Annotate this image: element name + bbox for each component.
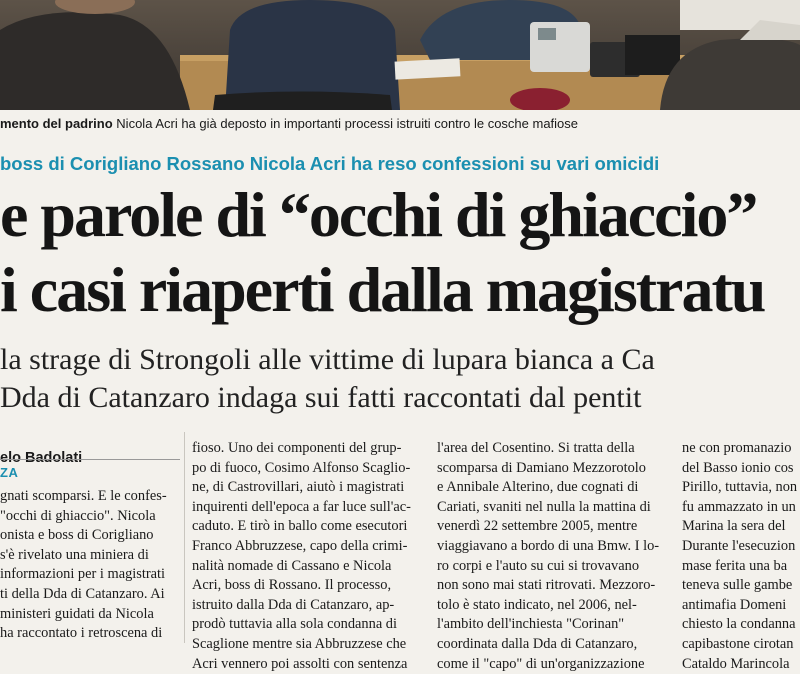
text-line: ne con promanazio: [682, 440, 792, 456]
news-photo: [0, 0, 800, 110]
text-line: Cariati, svaniti nel nulla la mattina di: [437, 498, 651, 515]
text-line: scomparsa di Damiano Mezzorotolo: [437, 459, 647, 476]
text-line: prodò tuttavia alla sola condanna di: [192, 616, 398, 633]
text-line: ne, di Castrovillari, aiutò i magistrati: [192, 479, 405, 496]
text-line: Acri vennero poi assolti con sentenza: [192, 655, 408, 672]
courtroom-photo-icon: [0, 0, 800, 110]
subheadline-line-1: la strage di Strongoli alle vittime di lupara bianca a Ca: [0, 343, 655, 376]
text-line: Acri, boss di Rossano. Il processo,: [192, 577, 392, 594]
article-column-1: [0, 487, 178, 644]
text-line: nalità nomade di Cassano e Nicola: [192, 557, 392, 574]
text-line: mase ferita una ba: [682, 557, 788, 574]
article-column-3: [437, 439, 667, 674]
text-line: Scaglione mentre sia Abbruzzese che: [192, 635, 407, 652]
text-line: Cataldo Marincola: [682, 655, 790, 672]
text-line: po di fuoco, Cosimo Alfonso Scaglio-: [192, 459, 411, 476]
text-line: del Basso ionio cos: [682, 459, 794, 476]
headline-line-1: e parole di “occhi di ghiaccio”: [0, 180, 757, 250]
article-column-2: [192, 439, 422, 674]
byline: elo Badolati: [0, 450, 83, 466]
text-line: venerdì 22 settembre 2005, mentre: [437, 518, 638, 535]
headline-line-2: i casi riaperti dalla magistratu: [0, 255, 765, 325]
text-line: informazioni per i magistrati: [0, 566, 166, 583]
text-line: ti della Dda di Catanzaro. Ai: [0, 585, 165, 602]
text-line: Pirillo, tuttavia, non: [682, 479, 798, 496]
text-line: inquirenti dell'epoca a far luce sull'ac-: [192, 498, 411, 515]
text-line: caduto. E tirò in ballo come esecutori: [192, 518, 408, 535]
text-line: teneva sulle gambe: [682, 577, 793, 594]
text-line: Franco Abbruzzese, capo della crimi-: [192, 537, 408, 554]
text-line: ro corpi e l'auto su cui si trovavano: [437, 557, 640, 574]
text-line: "occhi di ghiaccio". Nicola: [0, 507, 156, 524]
text-line: l'ambito dell'inchiesta "Corinan": [437, 616, 625, 633]
text-line: Marina la sera del: [682, 518, 786, 535]
text-line: fu ammazzato in un: [682, 498, 796, 515]
text-line: Durante l'esecuzion: [682, 537, 796, 554]
text-line: fioso. Uno dei componenti del grup-: [192, 440, 402, 456]
text-line: non sono mai stati ritrovati. Mezzoro-: [437, 577, 656, 594]
photo-caption: [0, 114, 800, 134]
caption-label: mento del padrino: [0, 116, 113, 131]
text-line: antimafia Domeni: [682, 596, 787, 613]
caption-text: Nicola Acri ha già deposto in importanti processi istruiti contro le cosche mafiose: [116, 116, 579, 131]
text-line: chiesto la condanna: [682, 616, 796, 633]
subheadline-line-2: Dda di Catanzaro indaga sui fatti raccontati dal pentit: [0, 381, 642, 414]
text-line: capibastone cirotan: [682, 635, 794, 652]
kicker: boss di Corigliano Rossano Nicola Acri ha reso confessioni su vari omicidi: [0, 153, 660, 174]
text-line: gnati scomparsi. E le confes-: [0, 488, 167, 504]
text-line: ha raccontato i retroscena di: [0, 625, 163, 642]
text-line: viaggiavano a bordo di una Bmw. I lo-: [437, 537, 660, 554]
text-line: coordinata dalla Dda di Catanzaro,: [437, 635, 638, 652]
text-line: istruito dalla Dda di Catanzaro, ap-: [192, 596, 395, 613]
text-line: come il "capo" di un'organizzazione: [437, 655, 645, 672]
text-line: onista e boss di Corigliano: [0, 527, 154, 544]
article-column-4: [682, 439, 800, 674]
dateline: ZA: [0, 459, 180, 486]
text-line: s'è rivelato una miniera di: [0, 546, 149, 563]
text-line: tolo è stato indicato, nel 2006, nel-: [437, 596, 637, 613]
text-line: ministeri guidati da Nicola: [0, 605, 154, 622]
column-rule: [184, 432, 185, 643]
text-line: e Annibale Alterino, due cognati di: [437, 479, 639, 496]
text-line: l'area del Cosentino. Si tratta della: [437, 440, 635, 456]
